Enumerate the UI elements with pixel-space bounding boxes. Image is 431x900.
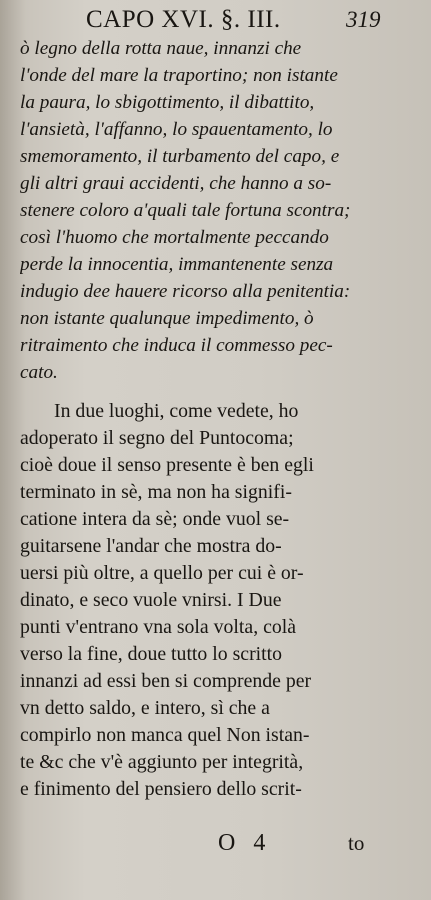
text-line: catione intera da sè; onde vuol se-: [20, 508, 290, 530]
text-line: compirlo non manca quel Non istan-: [20, 724, 310, 746]
text-line: gli altri graui accidenti, che hanno a so-: [20, 173, 332, 194]
text-line: te &c che v'è aggiunto per integrità,: [20, 751, 304, 773]
text-line: punti v'entrano vna sola volta, colà: [20, 616, 297, 638]
page-header: [0, 6, 431, 34]
text-line: smemoramento, il turbamento del capo, e: [20, 146, 340, 167]
catchword: to: [348, 831, 365, 855]
signature-mark: O 4: [218, 830, 272, 856]
text-line: stenere coloro a'quali tale fortuna scontra;: [20, 200, 351, 221]
text-line: dinato, e seco vuole vnirsi. I Due: [20, 589, 282, 611]
text-line: perde la innocentia, immantenente senza: [20, 254, 334, 275]
text-line: ritraimento che induca il commesso pec-: [20, 335, 333, 356]
text-line: adoperato il segno del Puntocoma;: [20, 427, 294, 449]
page-footer: [0, 828, 431, 858]
text-line: indugio dee hauere ricorso alla penitentia:: [20, 281, 351, 302]
text-line: così l'huomo che mortalmente peccando: [20, 227, 329, 248]
text-line: guitarsene l'andar che mostra do-: [20, 535, 282, 557]
text-line: ò legno della rotta naue, innanzi che: [20, 38, 302, 59]
text-line: l'ansietà, l'affanno, lo spauentamento, lo: [20, 119, 333, 140]
text-line: e finimento del pensiero dello scrit-: [20, 778, 302, 800]
running-head: CAPO XVI. §. III.: [86, 6, 281, 33]
text-line: la paura, lo sbigottimento, il dibattito,: [20, 92, 315, 113]
text-line: non istante qualunque impedimento, ò: [20, 308, 314, 329]
text-line: uersi più oltre, a quello per cui è or-: [20, 562, 304, 584]
text-line: cato.: [20, 362, 58, 383]
text-line: vn detto saldo, e intero, sì che a: [20, 697, 270, 719]
text-line: cioè doue il senso presente è ben egli: [20, 454, 314, 476]
text-line: innanzi ad essi ben si comprende per: [20, 670, 312, 692]
text-line: l'onde del mare la traportino; non istante: [20, 65, 338, 86]
text-line: verso la fine, doue tutto lo scritto: [20, 643, 283, 665]
page-number: 319: [346, 7, 381, 32]
text-line: terminato in sè, ma non ha signifi-: [20, 481, 292, 503]
paragraph-first-line: In due luoghi, come vedete, ho: [54, 400, 299, 422]
